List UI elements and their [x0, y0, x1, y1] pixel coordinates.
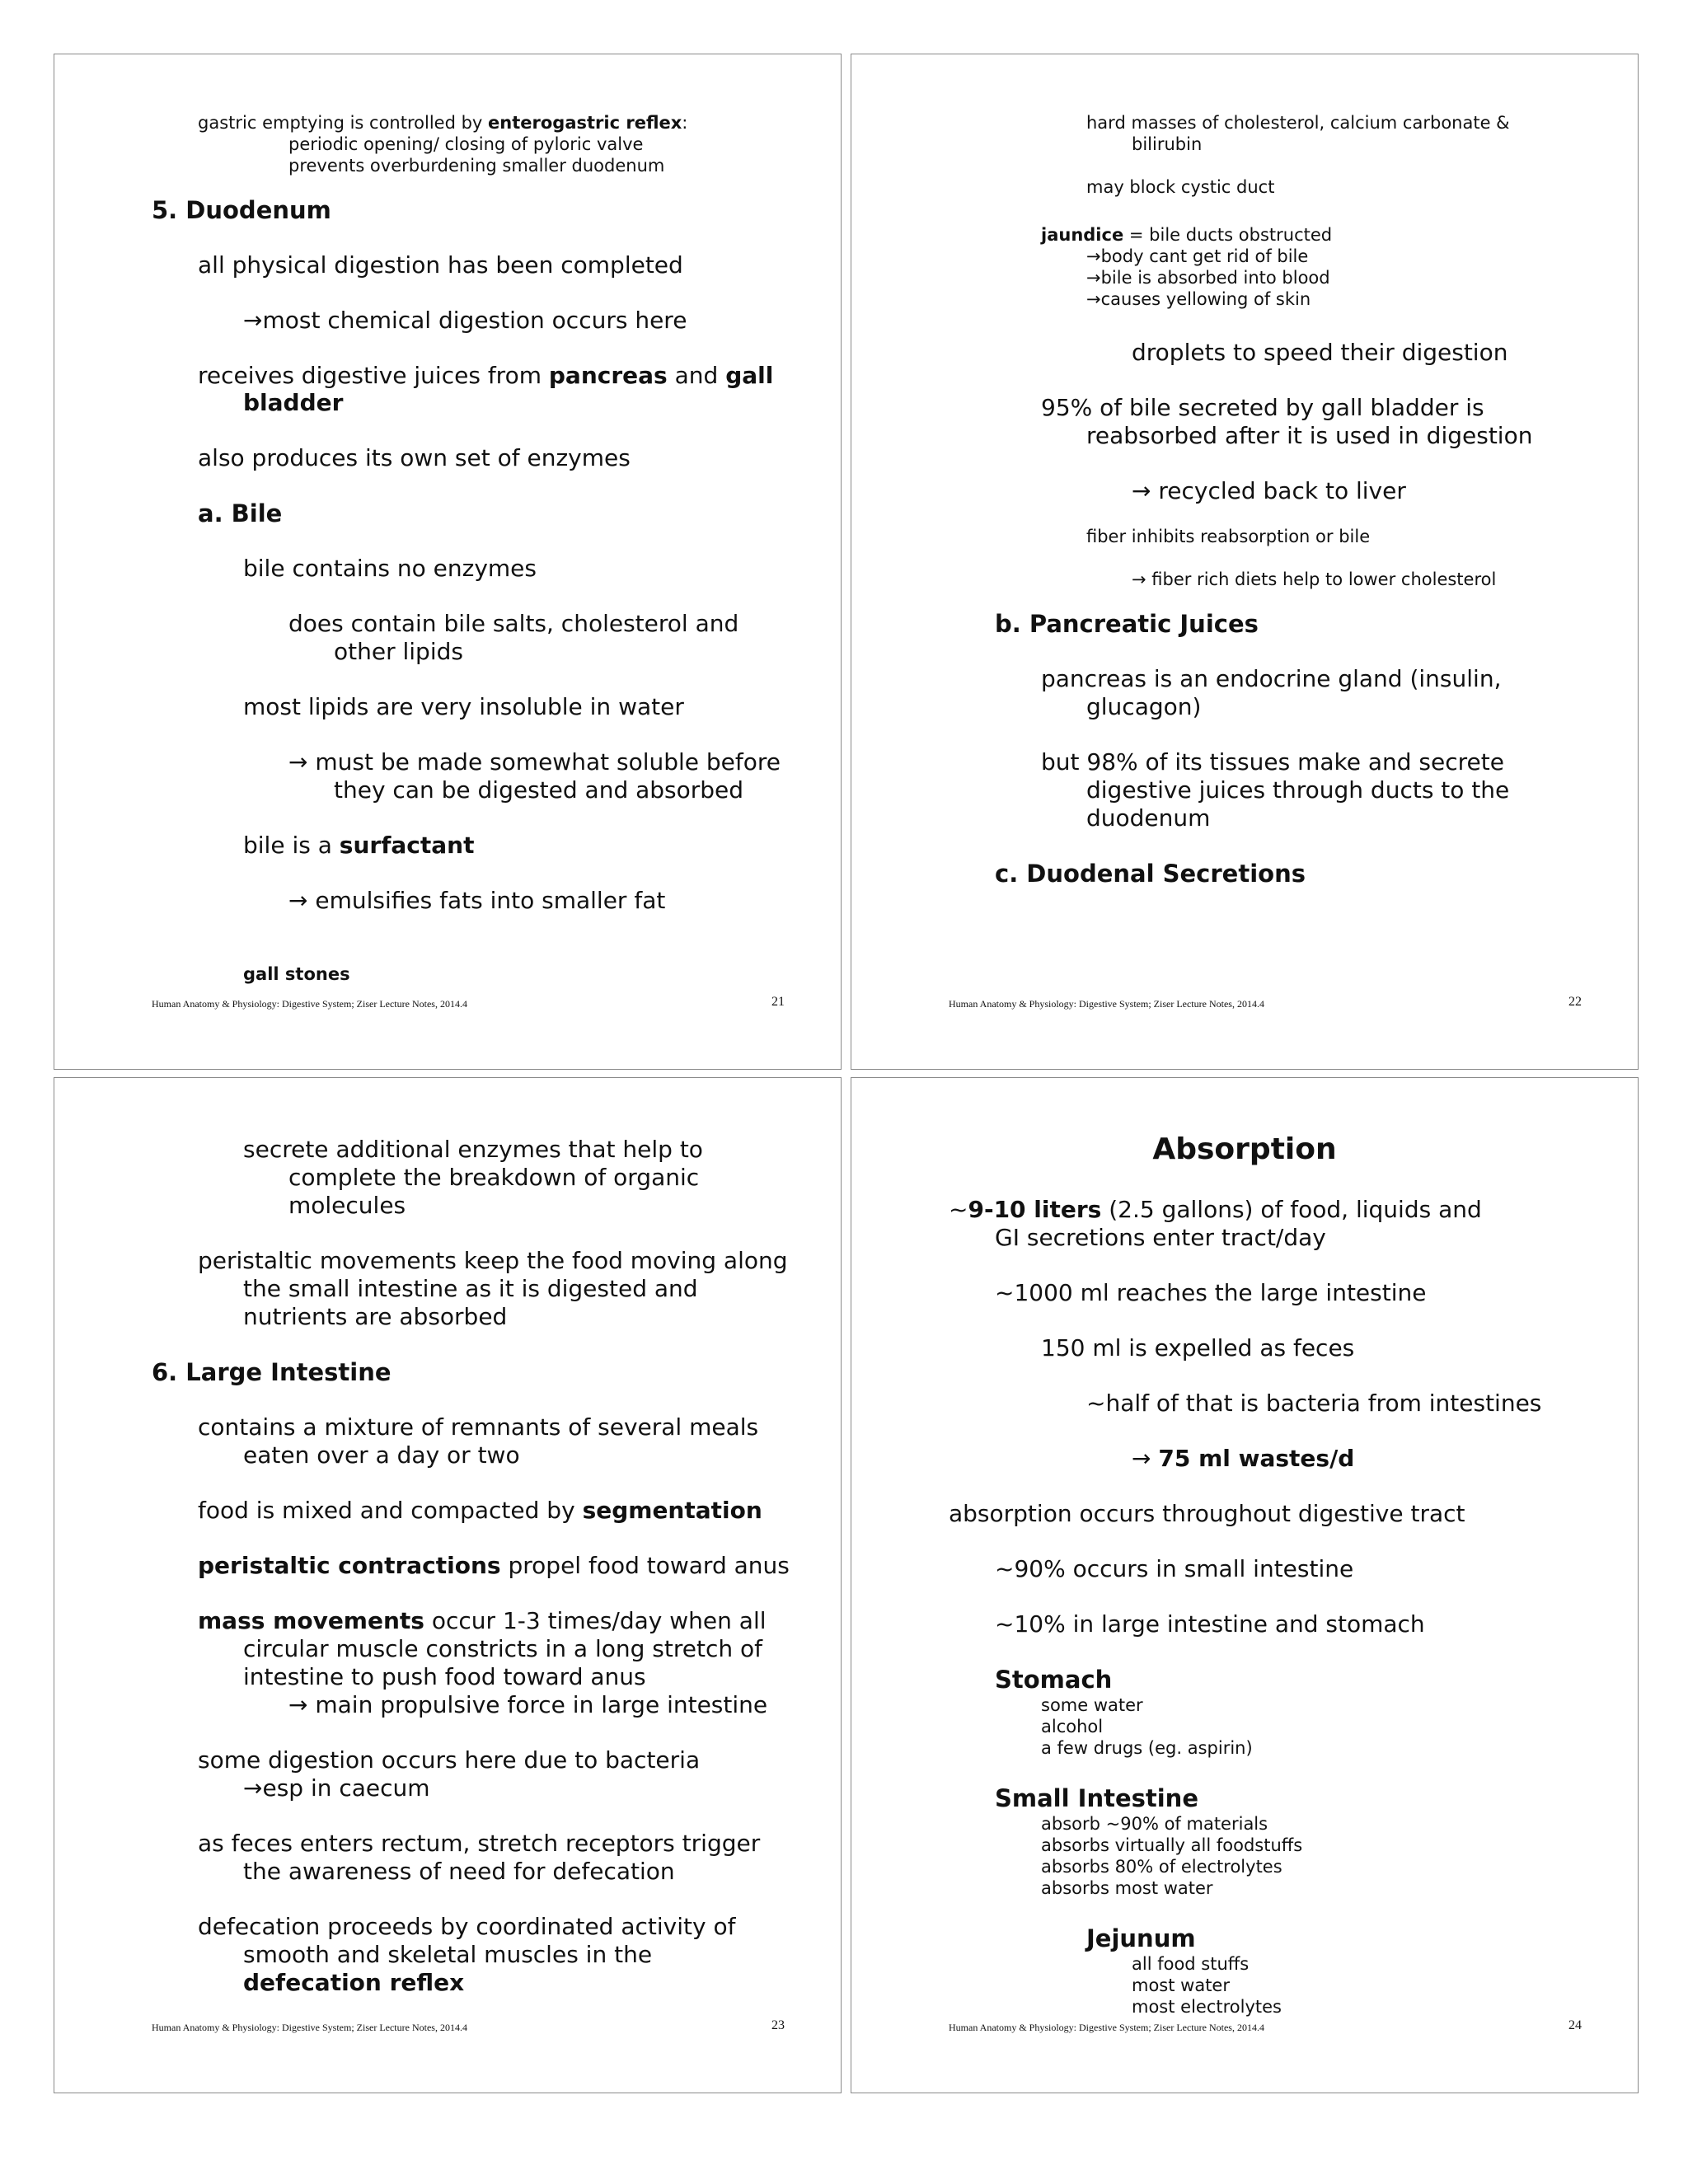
list-item: a few drugs (eg. aspirin): [1041, 1738, 1253, 1758]
small-intestine-heading: Small Intestine: [995, 1784, 1198, 1812]
text-line: the small intestine as it is digested and: [243, 1275, 698, 1302]
text-line: other lipids: [334, 638, 463, 665]
text-line: →esp in caecum: [243, 1774, 430, 1802]
slide-21: [54, 54, 842, 1070]
footer-text: Human Anatomy & Physiology: Digestive System; Ziser Lecture Notes, 2014.4: [949, 998, 1264, 1010]
text-line: but 98% of its tissues make and secrete: [1041, 748, 1504, 776]
text-line: fiber inhibits reabsorption or bile: [1086, 527, 1371, 546]
text-line: peristaltic movements keep the food moving along: [198, 1247, 788, 1274]
list-item: most water: [1132, 1975, 1230, 1995]
text-line: gastric emptying is controlled by enterogastric reflex:: [198, 113, 688, 133]
text-line: complete the breakdown of organic: [288, 1164, 700, 1191]
text-line: ~9-10 liters (2.5 gallons) of food, liquids and: [949, 1196, 1482, 1223]
text-line: 150 ml is expelled as feces: [1041, 1334, 1355, 1361]
list-item: alcohol: [1041, 1717, 1104, 1736]
text-line: →most chemical digestion occurs here: [243, 307, 687, 334]
slide-23: [54, 1077, 842, 2093]
list-item: absorb ~90% of materials: [1041, 1814, 1268, 1834]
text-line: the awareness of need for defecation: [243, 1858, 675, 1885]
slide-24: [851, 1077, 1639, 2093]
text-line: receives digestive juices from pancreas and gall: [198, 362, 774, 389]
text-line: periodic opening/ closing of pyloric valve: [288, 134, 644, 154]
text-line: all physical digestion has been completed: [198, 251, 683, 279]
text-line: defecation proceeds by coordinated activity of: [198, 1913, 736, 1940]
text-line: →bile is absorbed into blood: [1086, 268, 1330, 288]
text-line: secrete additional enzymes that help to: [243, 1136, 703, 1163]
footer-text: Human Anatomy & Physiology: Digestive System; Ziser Lecture Notes, 2014.4: [949, 2022, 1264, 2033]
text-line: nutrients are absorbed: [243, 1303, 508, 1330]
text-line: defecation reflex: [243, 1969, 465, 1996]
text-line: as feces enters rectum, stretch receptors trigger: [198, 1830, 761, 1857]
text-line: 95% of bile secreted by gall bladder is: [1041, 394, 1484, 421]
text-line: prevents overburdening smaller duodenum: [288, 156, 665, 176]
text-line: ~half of that is bacteria from intestines: [1086, 1390, 1542, 1417]
text-line: → fiber rich diets help to lower cholesterol: [1132, 569, 1497, 589]
list-item: some water: [1041, 1695, 1143, 1715]
text-line: may block cystic duct: [1086, 177, 1275, 197]
list-item: absorbs 80% of electrolytes: [1041, 1857, 1282, 1877]
text-line: pancreas is an endocrine gland (insulin,: [1041, 665, 1502, 692]
text-line: →body cant get rid of bile: [1086, 246, 1309, 266]
list-item: most electrolytes: [1132, 1997, 1282, 2017]
page-title: Absorption: [1152, 1132, 1337, 1166]
text-line: gall stones: [243, 964, 350, 984]
text-line: → must be made somewhat soluble before: [288, 748, 781, 776]
text-line: glucagon): [1086, 693, 1202, 720]
text-line: circular muscle constricts in a long stretch of: [243, 1635, 762, 1662]
text-line: → 75 ml wastes/d: [1132, 1445, 1355, 1472]
subsection-heading: b. Pancreatic Juices: [995, 610, 1259, 638]
text-line: also produces its own set of enzymes: [198, 444, 631, 471]
list-item: absorbs virtually all foodstuffs: [1041, 1835, 1303, 1855]
text-line: molecules: [288, 1192, 406, 1219]
text-line: food is mixed and compacted by segmentation: [198, 1497, 762, 1524]
subsection-heading: c. Duodenal Secretions: [995, 860, 1306, 888]
text-line: → emulsifies fats into smaller fat: [288, 887, 666, 914]
footer-text: Human Anatomy & Physiology: Digestive System; Ziser Lecture Notes, 2014.4: [152, 998, 467, 1010]
section-heading: 6. Large Intestine: [152, 1358, 392, 1386]
text-line: ~1000 ml reaches the large intestine: [995, 1279, 1427, 1306]
text-line: intestine to push food toward anus: [243, 1663, 646, 1690]
text-line: bladder: [243, 389, 344, 416]
text-line: bile is a surfactant: [243, 832, 475, 859]
text-line: some digestion occurs here due to bacteria: [198, 1746, 701, 1774]
list-item: all food stuffs: [1132, 1954, 1250, 1974]
text-line: mass movements occur 1-3 times/day when all: [198, 1607, 767, 1634]
text-line: most lipids are very insoluble in water: [243, 693, 684, 720]
list-item: absorbs most water: [1041, 1878, 1213, 1898]
subsection-heading: a. Bile: [198, 499, 283, 527]
stomach-heading: Stomach: [995, 1666, 1113, 1694]
text-line: reabsorbed after it is used in digestion: [1086, 422, 1533, 449]
text-line: bilirubin: [1132, 134, 1203, 154]
text-line: absorption occurs throughout digestive tract: [949, 1500, 1465, 1527]
page-number: 24: [1568, 2018, 1582, 2032]
jejunum-heading: Jejunum: [1086, 1924, 1196, 1952]
text-line: GI secretions enter tract/day: [995, 1224, 1326, 1251]
text-line: peristaltic contractions propel food toward anus: [198, 1552, 790, 1579]
text-line: jaundice = bile ducts obstructed: [1041, 225, 1333, 245]
text-line: digestive juices through ducts to the: [1086, 776, 1510, 804]
text-line: smooth and skeletal muscles in the: [243, 1941, 653, 1968]
text-line: ~90% occurs in small intestine: [995, 1555, 1354, 1582]
text-line: →causes yellowing of skin: [1086, 289, 1311, 309]
text-line: droplets to speed their digestion: [1132, 339, 1508, 366]
section-heading: 5. Duodenum: [152, 196, 331, 224]
text-line: duodenum: [1086, 804, 1211, 832]
page-number: 21: [771, 995, 785, 1009]
slide-22: [851, 54, 1639, 1070]
footer-text: Human Anatomy & Physiology: Digestive System; Ziser Lecture Notes, 2014.4: [152, 2022, 467, 2033]
text-line: eaten over a day or two: [243, 1441, 520, 1469]
text-line: ~10% in large intestine and stomach: [995, 1610, 1425, 1638]
page-number: 23: [771, 2018, 785, 2032]
text-line: → recycled back to liver: [1132, 477, 1406, 504]
text-line: does contain bile salts, cholesterol and: [288, 610, 739, 637]
text-line: bile contains no enzymes: [243, 555, 537, 582]
text-line: contains a mixture of remnants of several meals: [198, 1413, 759, 1441]
text-line: hard masses of cholesterol, calcium carbonate &: [1086, 113, 1510, 133]
page-number: 22: [1568, 995, 1582, 1009]
text-line: they can be digested and absorbed: [334, 776, 744, 804]
text-line: → main propulsive force in large intestine: [288, 1691, 768, 1718]
